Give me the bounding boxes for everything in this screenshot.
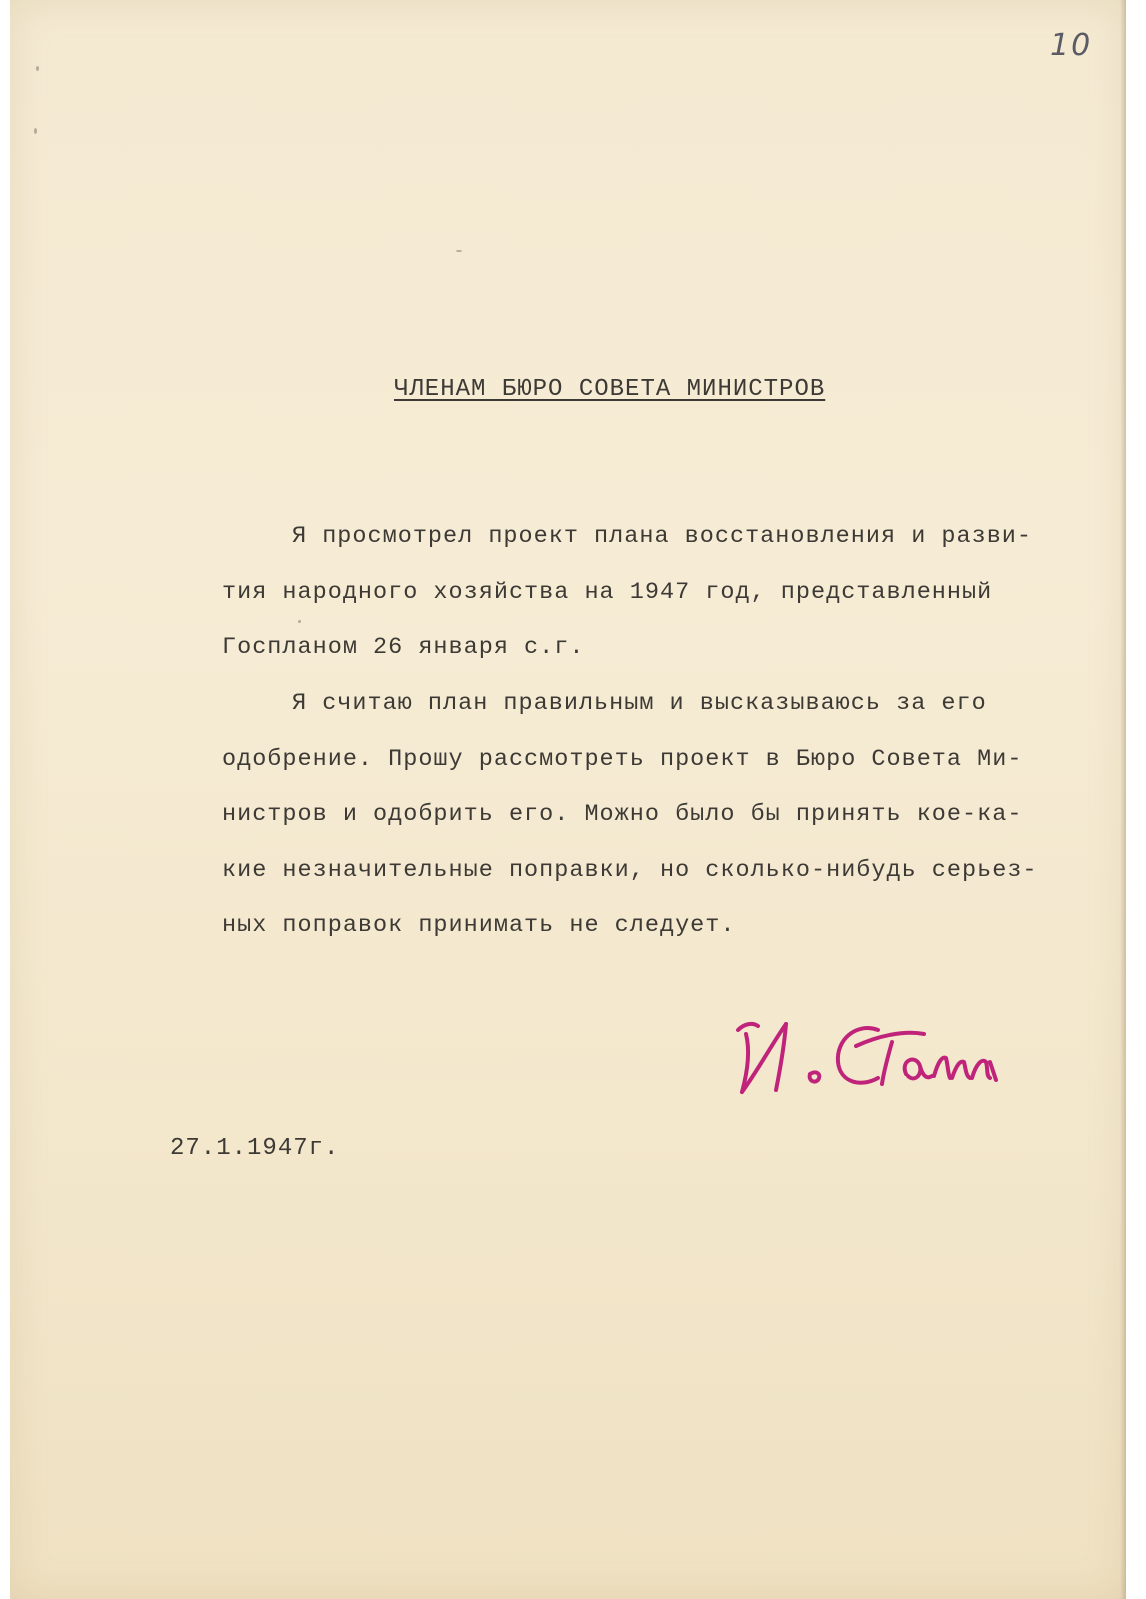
margin-speck [34,128,37,134]
document-date: 27.1.1947г. [170,1135,340,1162]
margin-speck [36,66,39,71]
paragraph-1-line-1: Я просмотрел проект плана восстановления и разви- [292,523,1033,550]
document-sheet [10,0,1126,1599]
handwritten-signature [728,1000,1018,1110]
paragraph-1-line-3: Госпланом 26 января с.г. [222,634,585,661]
document-heading: ЧЛЕНАМ БЮРО СОВЕТА МИНИСТРОВ [394,376,826,403]
paragraph-2-line-3: нистров и одобрить его. Можно было бы принять кое-ка- [222,801,1023,828]
paragraph-2-line-1: Я считаю план правильным и высказываюсь за его [292,690,987,717]
margin-speck [456,250,462,252]
paper-edge [1120,0,1126,1599]
archive-page-number: 10 [1050,28,1093,63]
paragraph-2-line-4: кие незначительные поправки, но сколько-нибудь серьез- [222,857,1038,884]
margin-speck [298,620,301,623]
paragraph-2-line-5: ных поправок принимать не следует. [222,912,736,939]
paragraph-1-line-2: тия народного хозяйства на 1947 год, представленный [222,579,993,606]
paragraph-2-line-2: одобрение. Прошу рассмотреть проект в Бюро Совета Ми- [222,746,1023,773]
